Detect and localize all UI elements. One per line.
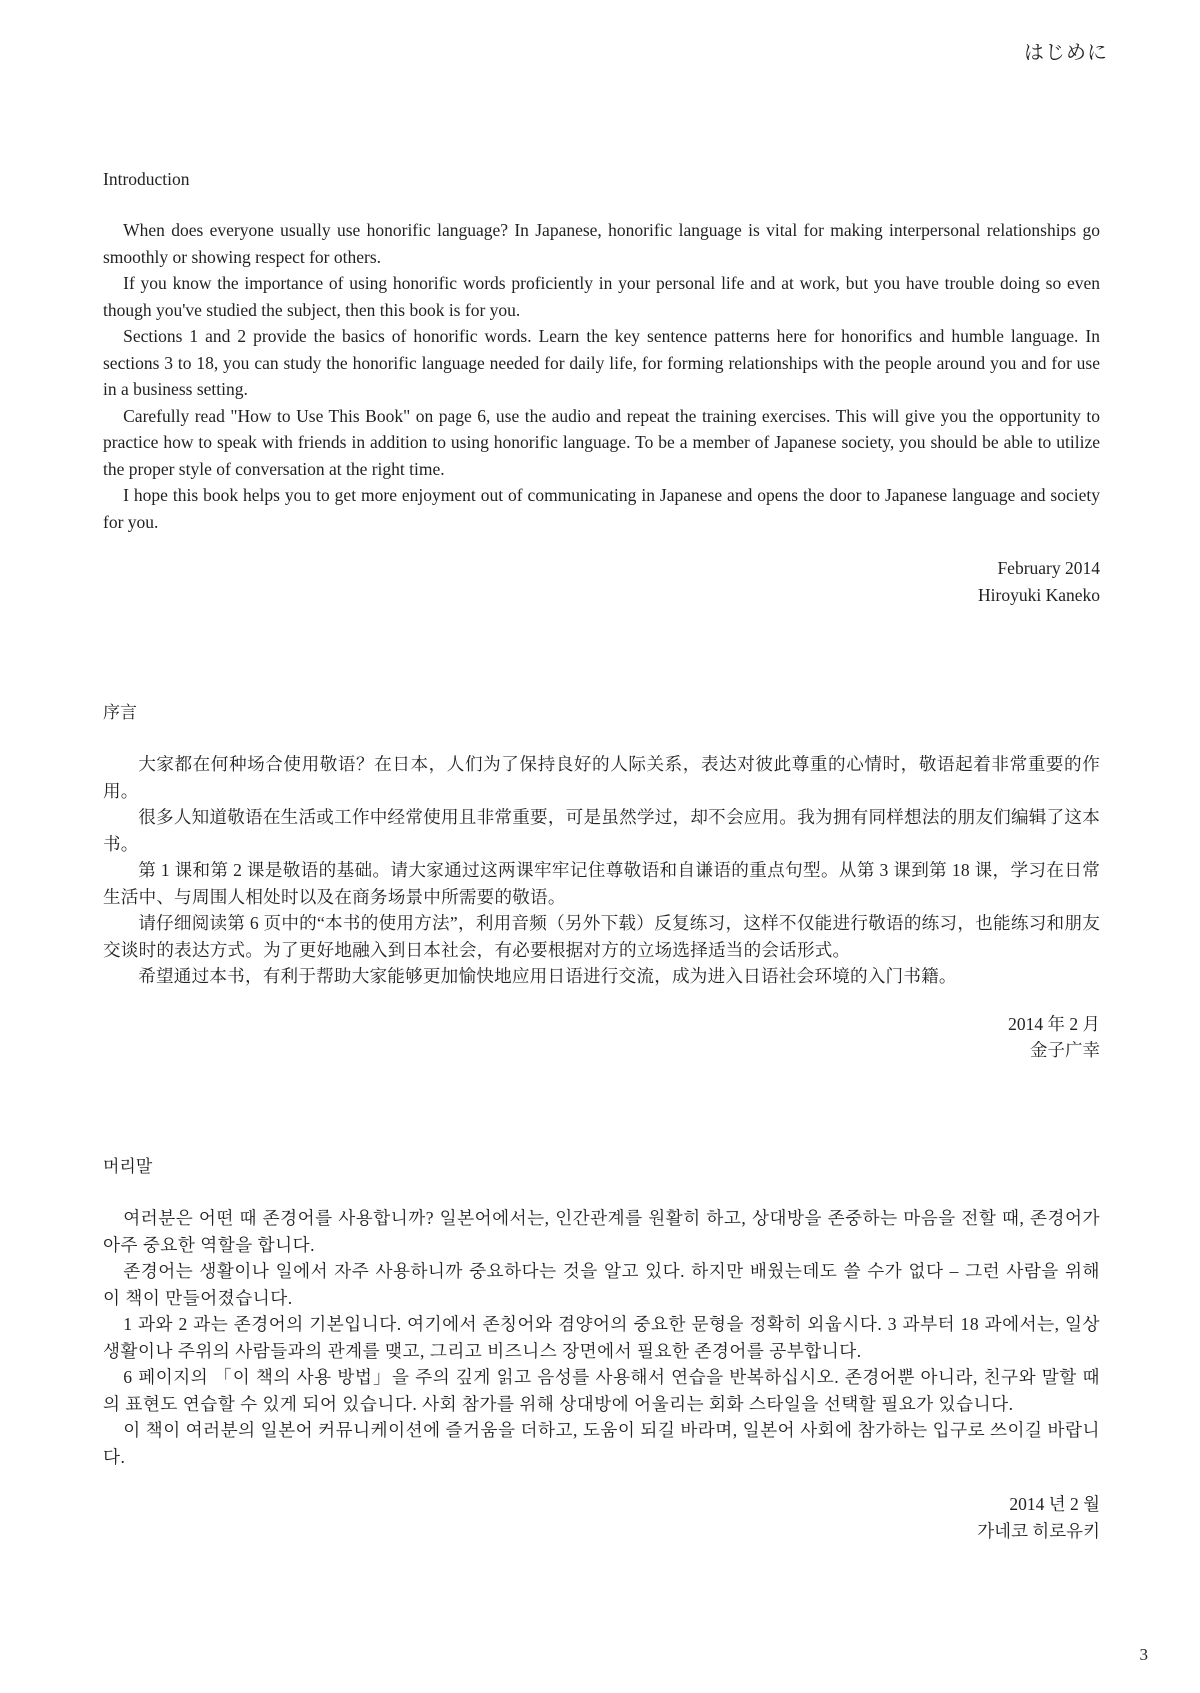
korean-section — [103, 1154, 1100, 1544]
page-number: 3 — [1139, 1645, 1148, 1664]
chinese-paragraph-1: 大家都在何种场合使用敬语？在日本，人们为了保持良好的人际关系，表达对彼此尊重的心情时，敬语起着非常重要的作用。 — [103, 754, 1100, 801]
english-paragraph-2: If you know the importance of using honorific words proficiently in your personal life and at work, but you have trouble doing so even though you've studied the subject, then this book is for you. — [103, 273, 1100, 320]
korean-paragraph-2: 존경어는 생활이나 일에서 자주 사용하니까 중요하다는 것을 알고 있다. 하지만 배웠는데도 쓸 수가 없다 – 그런 사람을 위해 이 책이 만들어졌습니다. — [103, 1261, 1100, 1308]
korean-signature — [103, 1491, 1100, 1544]
english-paragraph-3: Sections 1 and 2 provide the basics of honorific words. Learn the key sentence patterns here for honorifics and humble language. In sections 3 to 18, you can study the honorific language needed for daily life, for forming relationships with the people around you and for use in a business setting. — [103, 326, 1100, 399]
korean-paragraph-3: 1 과와 2 과는 존경어의 기본입니다. 여기에서 존칭어와 겸양어의 중요한 문형을 정확히 외웁시다. 3 과부터 18 과에서는, 일상생활이나 주위의 사람들과의 관계를 맺고, 그리고 비즈니스 장면에서 필요한 존경어를 공부합니다. — [103, 1314, 1100, 1361]
running-head: はじめに — [1024, 40, 1108, 64]
english-section — [103, 166, 1100, 608]
english-title: Introduction — [103, 169, 190, 189]
english-paragraph-5: I hope this book helps you to get more enjoyment out of communicating in Japanese and opens the door to Japanese language and society for you. — [103, 485, 1100, 532]
chinese-paragraph-4: 请仔细阅读第 6 页中的“本书的使用方法”，利用音频（另外下载）反复练习，这样不仅能进行敬语的练习，也能练习和朋友交谈时的表达方式。为了更好地融入到日本社会，有必要根据对方的立场选择适当的会话形式。 — [103, 913, 1100, 960]
korean-paragraph-1: 여러분은 어떤 때 존경어를 사용합니까? 일본어에서는, 인간관계를 원활히 하고, 상대방을 존중하는 마음을 전할 때, 존경어가 아주 중요한 역할을 합니다. — [103, 1208, 1100, 1255]
chinese-paragraph-2: 很多人知道敬语在生活或工作中经常使用且非常重要，可是虽然学过，却不会应用。我为拥有同样想法的朋友们编辑了这本书。 — [103, 807, 1100, 854]
chinese-paragraph-3: 第 1 课和第 2 课是敬语的基础。请大家通过这两课牢牢记住尊敬语和自谦语的重点句型。从第 3 课到第 18 课，学习在日常生活中、与周围人相处时以及在商务场景中所需要的敬语。 — [103, 860, 1100, 907]
korean-title: 머리말 — [103, 1157, 153, 1177]
english-signature — [103, 555, 1100, 608]
chinese-paragraph-5: 希望通过本书，有利于帮助大家能够更加愉快地应用日语进行交流，成为进入日语社会环境的入门书籍。 — [138, 966, 957, 986]
english-author: Hiroyuki Kaneko — [978, 584, 1100, 605]
korean-paragraph-5: 이 책이 여러분의 일본어 커뮤니케이션에 즐거움을 더하고, 도움이 되길 바라며, 일본어 사회에 참가하는 입구로 쓰이길 바랍니다. — [103, 1420, 1100, 1467]
english-paragraph-1: When does everyone usually use honorific language? In Japanese, honorific language is vital for making interpersonal relationships go smoothly or showing respect for others. — [103, 220, 1100, 267]
korean-author: 가네코 히로유키 — [977, 1520, 1100, 1541]
english-paragraph-4: Carefully read "How to Use This Book" on page 6, use the audio and repeat the training exercises. This will give you the opportunity to practice how to speak with friends in addition to using honorific language. To be a member of Japanese society, you should be able to utilize the proper style of conversation at the right time. — [103, 405, 1100, 479]
chinese-date: 2014 年 2 月 — [1008, 1013, 1100, 1034]
chinese-section — [103, 700, 1100, 1064]
chinese-signature — [103, 1011, 1100, 1064]
chinese-author: 金子广幸 — [1030, 1040, 1100, 1060]
chinese-title: 序言 — [103, 703, 137, 723]
korean-date: 2014 년 2 월 — [1009, 1494, 1100, 1514]
english-date: February 2014 — [997, 558, 1100, 578]
korean-paragraph-4: 6 페이지의 「이 책의 사용 방법」을 주의 깊게 읽고 음성를 사용해서 연습을 반복하십시오. 존경어뿐 아니라, 친구와 말할 때의 표현도 연습할 수 있게 되어 있습니다. 사회 참가를 위해 상대방에 어울리는 회화 스타일을 선택할 필요가 있습니다. — [103, 1367, 1100, 1414]
